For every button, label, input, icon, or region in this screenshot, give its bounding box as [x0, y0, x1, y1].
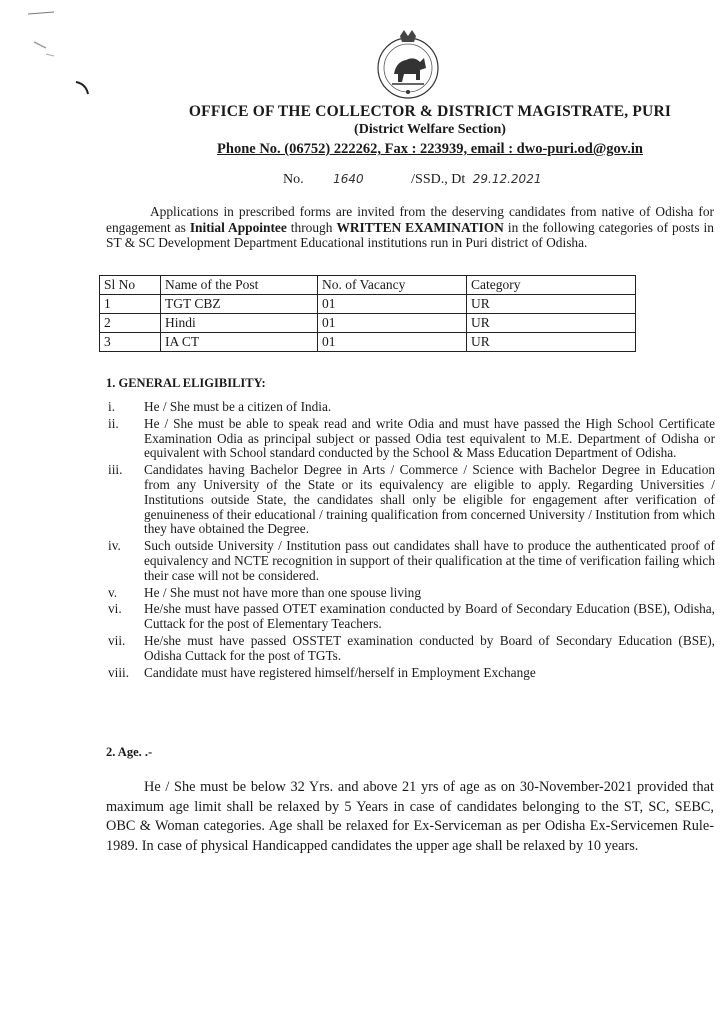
cell-vacancy: 01	[318, 333, 467, 352]
item-number: vii.	[108, 632, 126, 648]
item-number: v.	[108, 584, 118, 600]
section-title: (District Welfare Section)	[354, 122, 506, 137]
item-text: He/she must have passed OSSTET examination conducted by Board of Secondary Education (BSE), Odisha Cuttack for the post of TGTs.	[144, 632, 715, 663]
cell-sl-no: 2	[100, 314, 161, 333]
eligibility-heading: 1. GENERAL ELIGIBILITY:	[106, 376, 266, 390]
contact-line: Phone No. (06752) 222262, Fax : 223939, email : dwo-puri.od@gov.in	[217, 141, 643, 157]
reference-number: 1640	[333, 172, 364, 186]
cell-vacancy: 01	[318, 314, 467, 333]
table-row	[100, 295, 636, 314]
cell-sl-no: 1	[100, 295, 161, 314]
cell-category: UR	[467, 333, 636, 352]
cell-post-name: TGT CBZ	[161, 295, 318, 314]
item-text: Candidate must have registered himself/herself in Employment Exchange	[144, 664, 536, 680]
list-item	[100, 666, 715, 681]
list-item	[100, 634, 715, 664]
table-row	[100, 333, 636, 352]
cell-post-name: IA CT	[161, 333, 318, 352]
scan-artifact	[24, 8, 94, 98]
cell-category: UR	[467, 295, 636, 314]
item-text: He / She must be a citizen of India.	[144, 399, 332, 414]
intro-text-2: through	[290, 219, 333, 235]
intro-bold-1: Initial Appointee	[189, 219, 287, 235]
list-item	[100, 417, 715, 461]
table-row	[100, 314, 636, 333]
item-number: iii.	[108, 462, 123, 478]
list-item	[100, 463, 715, 537]
cell-sl-no: 3	[100, 333, 161, 352]
no-label: No.	[283, 172, 304, 187]
eligibility-list	[100, 400, 715, 682]
office-title: OFFICE OF THE COLLECTOR & DISTRICT MAGISTRATE, PURI	[188, 103, 672, 120]
item-text: He / She must be able to speak read and write Odia and must have passed the High School Certificate Examination Odia as principal subject or passed Odia test equivalent to M.E. Department of Odisha or equivalent with School standard conducted by the School & Mass Education Department of Odisha.	[144, 415, 715, 461]
intro-text-1: Applications in prescribed forms are invited from the deserving candidates from native of Odisha for engagement as	[106, 204, 714, 235]
age-paragraph	[106, 778, 714, 856]
header-sl-no: Sl No	[100, 276, 161, 295]
cell-vacancy: 01	[318, 295, 467, 314]
list-item	[100, 586, 715, 601]
intro-paragraph	[106, 204, 714, 251]
table-header-row	[100, 276, 636, 295]
item-text: He/she must have passed OTET examination conducted by Board of Secondary Education (BSE), Odisha, Cuttack for the post of Elementary Teachers.	[144, 601, 715, 632]
reference-line	[283, 172, 541, 188]
cell-post-name: Hindi	[161, 314, 318, 333]
item-text: He / She must not have more than one spouse living	[144, 584, 421, 600]
item-number: ii.	[108, 415, 119, 431]
list-item	[100, 602, 715, 632]
posts-table	[99, 275, 636, 352]
list-item	[100, 400, 715, 415]
header-vacancy: No. of Vacancy	[318, 276, 467, 295]
header-post-name: Name of the Post	[161, 276, 318, 295]
odisha-emblem-icon	[370, 28, 446, 104]
age-text: He / She must be below 32 Yrs. and above 21 yrs of age as on 30-November-2021 provided that maximum age limit shall be relaxed by 5 Years in case of candidates belonging to the ST, SC, SEBC, OBC & Woman categories. Age shall be relaxed for Ex-Serviceman as per Odisha Ex-Servicemen Rule-1989. In case of physical Handicapped candidates the upper age shall be relaxed by 10 years.	[106, 779, 714, 854]
item-number: iv.	[108, 538, 121, 554]
intro-text-3: in the following categories of posts in ST & SC Development Department Educational institutions run in Puri district of Odisha.	[106, 219, 714, 251]
header-category: Category	[467, 276, 636, 295]
intro-bold-2: WRITTEN EXAMINATION	[336, 219, 504, 235]
reference-date: 29.12.2021	[472, 172, 542, 186]
cell-category: UR	[467, 314, 636, 333]
item-text: Such outside University / Institution pass out candidates shall have to produce the authenticated proof of equivalency and NCTE recognition in support of their qualification at the time of verification failing which their case will not be considered.	[144, 538, 715, 583]
list-item	[100, 539, 715, 583]
item-number: i.	[108, 399, 116, 414]
ssd-label: /SSD., Dt	[411, 172, 466, 187]
item-number: vi.	[108, 601, 122, 617]
item-text: Candidates having Bachelor Degree in Arts / Commerce / Science with Bachelor Degree in Education from any University of the State or its equivalency are eligible to apply. Regarding Universities / Institutions outside State, the candidates shall only be eligible for engagement after verification of genuineness of their educational / training qualification from concerned University / Institution from which they have obtained the Degree.	[144, 462, 715, 537]
age-heading: 2. Age. .-	[106, 745, 153, 759]
item-number: viii.	[108, 664, 130, 680]
